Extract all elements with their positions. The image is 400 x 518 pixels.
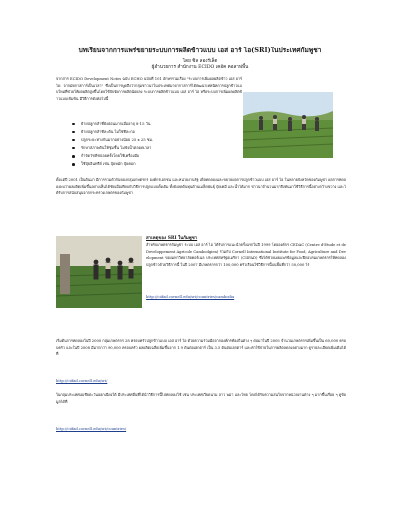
list-item: ย้ายปลูกกล้าที่ยังอ่อนมากเมื่ออายุ 8-15 วัน [72,120,242,128]
farmers-inspecting-seedlings-photo [56,236,142,308]
section-paragraph: สำหรับเกษตรกรกัมพูชา ระบบ เอส อาร์ ไอ ได้รับการแนะนำครั้งแรกในปี 1999 โดยองค์กร CEDAC (Centre d'Etude et de Developpement Agricole Cambodgien) ร่วมกับ Cornell International Institute for Food, Agriculture and Development ของมหาวิทยาลัยคอร์เนล ประเทศสหรัฐอเมริกา (CIIFAD) ซึ่งได้ช่วยเผยแพร่ข้อมูลและฝึกอบรมเกษตรกรให้ทดลองปลูกข้าวด้วยวิธีการนี้ ในปี 2007 มีเกษตรกรกว่า 100,000 ครัวเรือนใช้วิธีการนี้บนพื้นที่กว่า 50,000 ไร่ [146,243,346,267]
document-title: บทเรียนจากการแพร่ขยายระบบการผลิตข้าวแบบ เอส อาร์ ไอ(SRI)ในประเทศกัมพูชา [78,47,322,54]
intro-paragraph: จากสาร ECIDO Development Notes ฉบับ ECHO ฉบับที่ 101 อักษรรวมเรื่อง "ระบบการเพิ่มผลผลิตข้าว เอส อาร์ ไอ: จากมัดกาสการ์เป็นเวลา" ซึ่งเป็นการพูดถึงว่ากลุ่มชาวนาในประเทศมาดากาสการ์ได้พัฒนาเทคนิคการปลูกข้าวแบบใหม่ที่ช่วยให้ผลผลิตสูงขึ้นโดยใช้ปัจจัยการผลิตน้อยลง ระบบการผลิตข้าวแบบ เอส อาร์ ไอ หรือระบบการเพิ่มผลผลิตข้าวแบบเข้มข้น มีวิธีการดังต่อไปนี้ [56,77,242,101]
list-item: ปลูกระยะห่างกันมากอย่างน้อย 25 x 25 ซม. [72,136,242,144]
paragraph-2: ตั้งแต่ปี 2001 เป็นต้นมา มีการรวมตัวกันของกลุ่มเกษตรกร องค์กรเอกชน และหน่วยงานรัฐ เพื่อทดลองและขยายผลการปลูกข้าวแบบ เอส อาร์ ไอ ในหลายจังหวัดของกัมพูชา ผลการทดลองพบว่าผลผลิตเพิ่มขึ้นอย่างเห็นได้ชัดเมื่อเทียบกับวิธีการปลูกแบบดั้งเดิม ทั้งยังลดต้นทุนด้านเมล็ดพันธุ์ ปุ๋ยเคมี และน้ำได้มาก ชาวนาจำนวนมากจึงหันมาใช้วิธีการนี้อย่างกว้างขวาง และได้รับการสนับสนุนจากกระทรวงเกษตรของกัมพูชา [56,178,346,196]
farmers-field-photo [243,92,333,158]
paragraph-4: ในกลุ่มประเทศเอเชียตะวันออกเฉียงใต้ มีประเทศอื่นที่ได้นำวิธีการนี้ไปทดลองใช้ เช่น ประเทศเวียดนาม ลาว พม่า และไทย โดยได้รับความสนใจจากหน่วยงานต่าง ๆ มากขึ้นเรื่อย ๆ ดูข้อมูลได้ที่ [56,393,346,404]
list-item: ใช้ปุ๋ยอินทรีย์ เช่น ปุ๋ยหมัก ปุ๋ยคอก [72,160,242,168]
byline [50,59,350,71]
section-heading: สาเหตุของ SRI ในกัมพูชา [146,236,198,241]
technique-list [72,120,242,169]
section-link[interactable]: http://ciifad.cornell.edu/sri/countries/cambodia [146,295,235,299]
paragraph-3-link[interactable]: http://ciifad.cornell.edu/sri/ [56,379,108,383]
paragraph-4-link[interactable]: http://ciifad.cornell.edu/sri/countries/ [56,427,127,431]
list-item: รักษาสภาพดินให้ชุ่มชื้น ไม่ขังน้ำตลอดเวลา [72,144,242,152]
author-name: โดย ซิล ลองร์เล็ต [182,59,218,64]
list-item: กำจัดวัชพืชบ่อยครั้งโดยใช้เครื่องมือ [72,152,242,160]
author-role: ผู้อำนวยการ สำนักงาน ECIDO เคอัค คอลาฟพื้น [151,64,249,70]
paragraph-3: เริ่มต้นการทดลองในปี 2000 กลุ่มเกษตรกร 28 ครอบครัวปลูกข้าวแบบ เอส อาร์ ไอ ด้วยความร่วมมือจากองค์กรท้องถิ่นต่าง ๆ ต่อมาในปี 2005 จำนวนเกษตรกรเพิ่มขึ้นเป็น 60,000 ครอบครัว และในปี 2008 มีมากกว่า 90,000 ครอบครัว ผลผลิตเฉลี่ยเพิ่มขึ้นจาก 1.9 ตันต่อเฮกตาร์ เป็น 3.5 ตันต่อเฮกตาร์ และค่าใช้จ่ายในการผลิตลดลงอย่างมาก ดูรายละเอียดเพิ่มเติมได้ที่ [56,339,346,357]
list-item: ย้ายปลูกกล้าทีละต้น ไม่ใช่ทีละกอ [72,128,242,136]
